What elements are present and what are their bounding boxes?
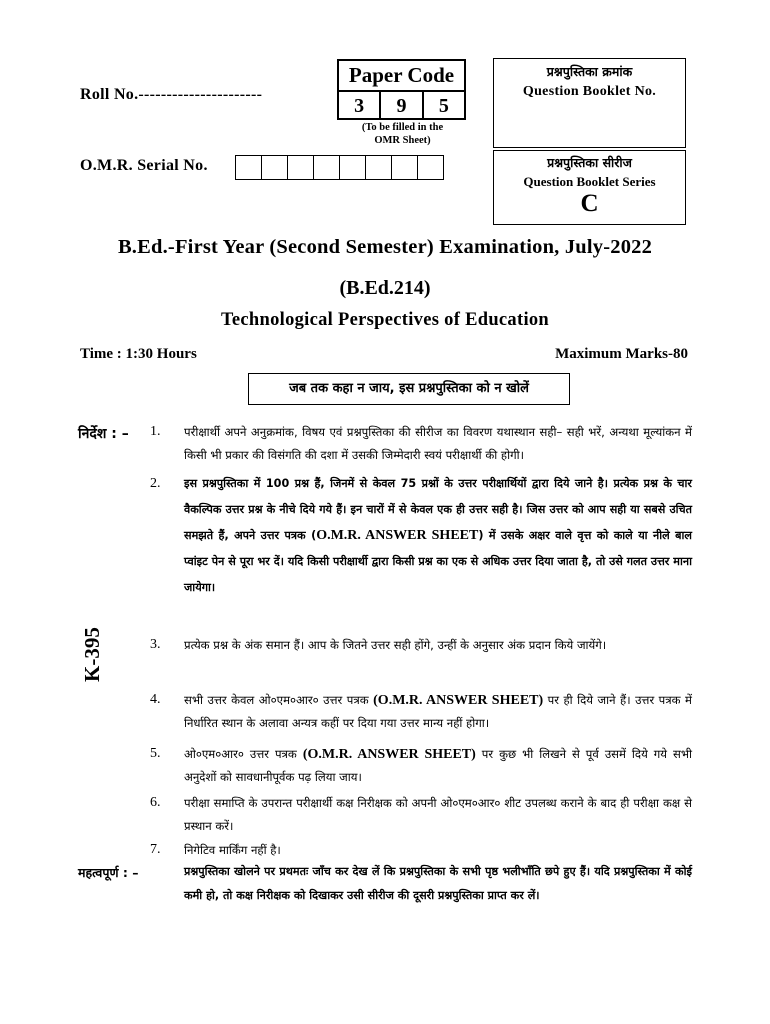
instruction-text-part: पर ही दिये जाने हैं। उत्तर पत्रक में निर्धारित स्थान के अलावा अन्यत्र कहीं पर दिया गया उत्तर मान्य नहीं होगा। <box>184 693 692 730</box>
instruction-text <box>184 471 692 601</box>
paper-code-note-line: OMR Sheet) <box>374 135 431 146</box>
do-not-open-warning: जब तक कहा न जाय, इस प्रश्नपुस्तिका को न खोलें <box>248 373 570 405</box>
maximum-marks: Maximum Marks-80 <box>555 346 688 362</box>
omr-serial-box <box>339 155 366 180</box>
instruction-text-part: सभी उत्तर केवल ओ०एम०आर० उत्तर पत्रक <box>184 693 374 707</box>
booklet-series-label-hindi: प्रश्नपुस्तिका सीरीज <box>547 155 632 170</box>
roll-number-field: Roll No.---------------------- <box>80 86 263 103</box>
omr-answer-sheet-term: (O.M.R. ANSWER SHEET) <box>373 693 544 708</box>
instruction-text-part: ) में उसके अक्षर वाले वृत्त को काले या नीले बाल प्वांइट पेन से पूरा भर दें। यदि किसी परीक्षार्थी द्वारा किसी प्रश्न का एक से अधिक उत्तर दिया जाता है, तो उसे गलत उत्तर माना जायेगा। <box>184 529 692 594</box>
important-note-text: प्रश्नपुस्तिका खोलने पर प्रथमतः जाँच कर देख लें कि प्रश्नपुस्तिका के सभी पृष्ठ भलीभाँति छपे हुए हैं। यदि प्रश्नपुस्तिका में कोई कमी हो, तो कक्ष निरीक्षक को दिखाकर उसी सीरीज की दूसरी प्रश्नपुस्तिका प्राप्त कर लें। <box>184 865 692 902</box>
instruction-text-part: पर कुछ भी लिखने से पूर्व उसमें दिये गये सभी अनुदेशों को सावधानीपूर्वक पढ़ लिया जाय। <box>184 747 692 784</box>
instruction-text: परीक्षार्थी अपने अनुक्रमांक, विषय एवं प्रश्नपुस्तिका की सीरीज का विवरण यथास्थान सही– सही भरें, अन्यथा मूल्यांकन में किसी भी प्रकार की विसंगति की दशा में उसकी जिम्मेदारी स्वयं परीक्षार्थी की होगी। <box>184 425 692 462</box>
paper-code-title: Paper Code <box>339 61 464 92</box>
side-booklet-code: K-395 <box>80 627 104 682</box>
instruction-number: 7. <box>150 842 161 857</box>
important-label: महत्वपूर्ण : – <box>78 865 139 880</box>
instruction-number: 4. <box>150 692 161 707</box>
paper-code-digit: 3 <box>339 92 381 120</box>
course-code: (B.Ed.214) <box>339 277 431 299</box>
instruction-text: प्रत्येक प्रश्न के अंक समान हैं। आप के जितने उत्तर सही होंगे, उन्हीं के अनुसार अंक प्रदान किये जायेंगे। <box>184 638 607 652</box>
omr-serial-box <box>417 155 444 180</box>
omr-serial-box <box>365 155 392 180</box>
omr-serial-label: O.M.R. Serial No. <box>80 157 208 174</box>
instruction-text <box>184 689 692 735</box>
omr-serial-box <box>261 155 288 180</box>
instruction-number: 1. <box>150 424 161 439</box>
instruction-text-part: इस प्रश्नपुस्तिका में 100 प्रश्न हैं, जिनमें से केवल 75 प्रश्नों के उत्तर परीक्षार्थियों द्वारा दिये जाने है। प्रत्येक प्रश्न के चार वैकल्पिक उत्तर प्रश्न के नीचे दिये गये हैं। इन चारों में से केवल एक ही उत्तर सही है। जिस उत्तर को आप सही या सबसे उचित समझते हैं, अपने उत्तर पत्रक ( <box>184 477 692 542</box>
omr-answer-sheet-term: O.M.R. ANSWER SHEET <box>316 528 479 543</box>
paper-code-note <box>337 121 468 147</box>
booklet-series-box <box>493 150 686 225</box>
omr-serial-boxes <box>236 155 444 180</box>
instruction-text: निगेटिव मार्किंग नहीं है। <box>184 843 281 857</box>
omr-answer-sheet-term: (O.M.R. ANSWER SHEET) <box>302 747 476 762</box>
instruction-text <box>184 743 692 789</box>
booklet-number-box <box>493 58 686 148</box>
instruction-number: 2. <box>150 476 161 491</box>
omr-serial-box <box>235 155 262 180</box>
subject-title: Technological Perspectives of Education <box>220 310 550 330</box>
omr-serial-box <box>313 155 340 180</box>
booklet-series-label: Question Booklet Series <box>523 174 656 189</box>
paper-code-box <box>337 59 466 120</box>
instructions-label: निर्देश : – <box>78 426 129 442</box>
exam-duration: Time : 1:30 Hours <box>80 346 197 362</box>
instruction-number: 3. <box>150 637 161 652</box>
paper-code-note-line: (To be filled in the <box>361 122 444 133</box>
instruction-number: 5. <box>150 746 161 761</box>
omr-serial-box <box>391 155 418 180</box>
omr-serial-box <box>287 155 314 180</box>
booklet-number-label: Question Booklet No. <box>522 84 657 99</box>
paper-code-digits <box>339 92 464 120</box>
paper-code-digit: 5 <box>438 95 449 117</box>
instruction-text-part: ओ०एम०आर० उत्तर पत्रक <box>184 747 303 761</box>
instruction-number: 6. <box>150 795 161 810</box>
paper-code-digit: 9 <box>381 92 423 120</box>
instruction-text: परीक्षा समाप्ति के उपरान्त परीक्षार्थी कक्ष निरीक्षक को अपनी ओ०एम०आर० शीट उपलब्ध कराने के बाद ही परीक्षा कक्ष से प्रस्थान करें। <box>184 796 692 833</box>
exam-title: B.Ed.-First Year (Second Semester) Examination, July-2022 <box>117 236 653 258</box>
booklet-series-value: C <box>580 190 599 217</box>
booklet-number-label-hindi: प्रश्नपुस्तिका क्रमांक <box>546 64 633 79</box>
